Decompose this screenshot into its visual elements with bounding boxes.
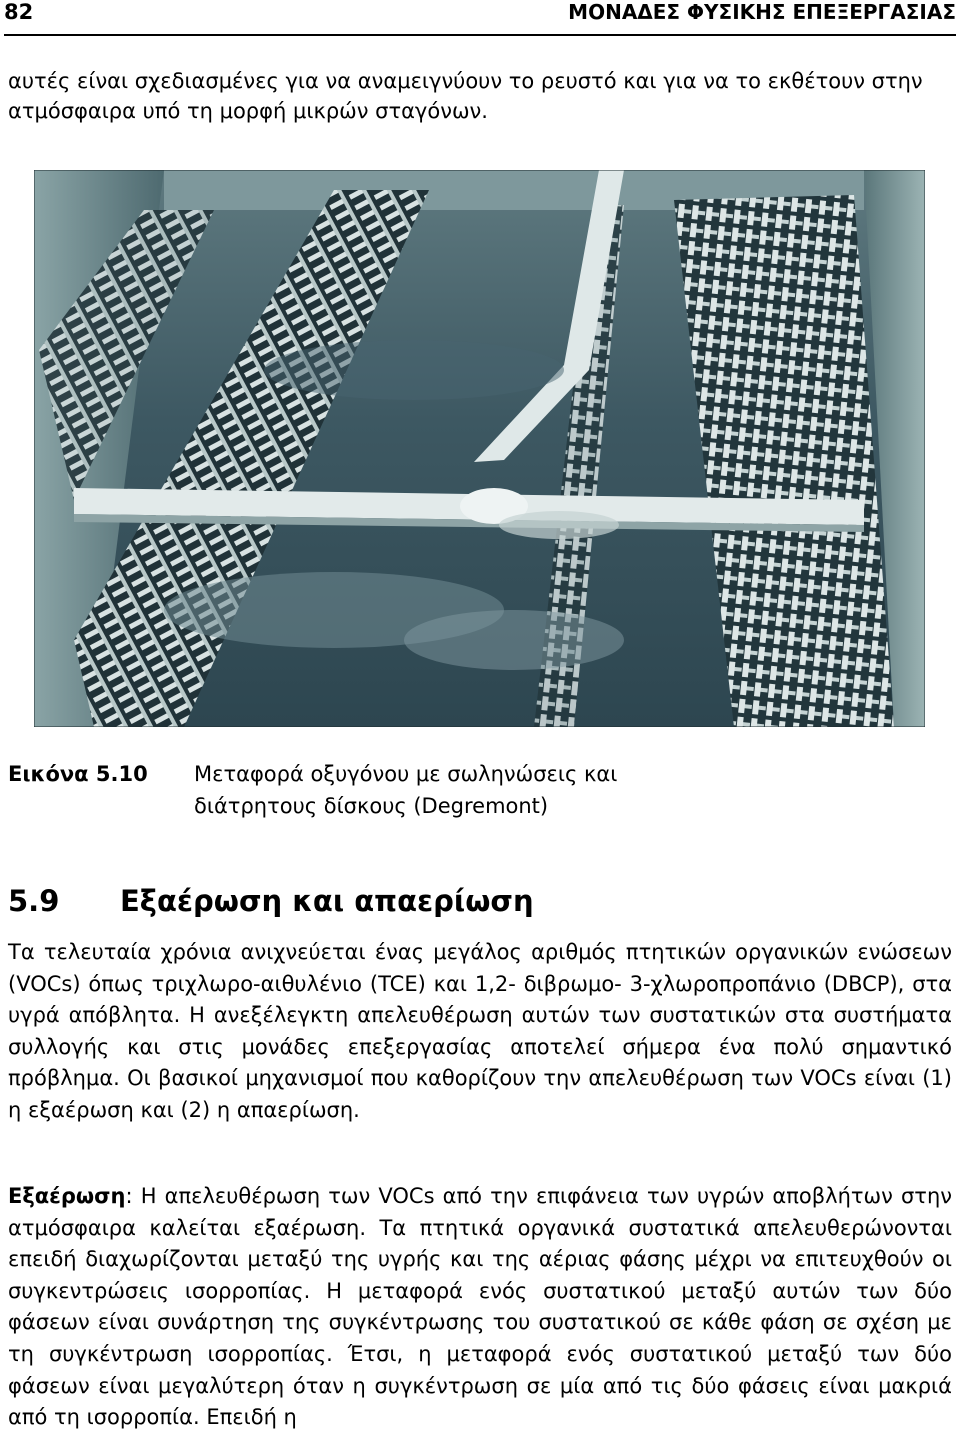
figure-caption-text: Μεταφορά οξυγόνου με σωληνώσεις και διάτρητους δίσκους (Degremont) <box>194 762 618 818</box>
page-header <box>4 0 956 36</box>
paragraph-volatilization <box>8 1181 952 1434</box>
aeration-basin-photo <box>34 170 925 727</box>
paragraph-volatilization-text: : Η απελευθέρωση των VOCs από την επιφάνεια των υγρών αποβλήτων στην ατμόσφαιρα καλείται εξαέρωση. Τα πτητικά οργανικά συστατικά απελευθερώνονται επειδή διαχωρίζονται μεταξύ της υγρής και της αέριας φάσης μέχρι να επιτευχθούν οι συγκεντρώσεις ισορροπίας. Η μεταφορά ενός συστατικού μεταξύ αυτών των δύο φάσεων είναι συνάρτηση της συγκέντρωσης του συστατικού σε κάθε φάση σε σχέση με τη συγκέντρωση ισορροπίας. Έτσι, η μεταφορά ενός συστατικού μεταξύ των δύο φάσεων είναι μεγαλύτερη όταν η συγκέντρωση σε μία από τις δύο φάσεις είναι μακριά από τη ισορροπία. Επειδή η <box>8 1184 952 1430</box>
term-volatilization: Εξαέρωση <box>8 1184 126 1208</box>
running-title: ΜΟΝΑΔΕΣ ΦΥΣΙΚΗΣ ΕΠΕΞΕΡΓΑΣΙΑΣ <box>568 0 956 24</box>
section-heading <box>8 881 952 921</box>
page-number: 82 <box>4 0 34 24</box>
intro-paragraph: αυτές είναι σχεδιασμένες για να αναμειγνύουν το ρευστό και για να το εκθέτουν στην ατμόσφαιρα υπό τη μορφή μικρών σταγόνων. <box>8 69 923 123</box>
figure-label: Εικόνα 5.10 <box>8 762 148 786</box>
paragraph-vocs-intro: Τα τελευταία χρόνια ανιχνεύεται ένας μεγάλος αριθμός πτητικών οργανικών ενώσεων (VOCs) όπως τριχλωρο-αιθυλένιο (TCE) και 1,2- διβρωμο- 3-χλωροπροπάνιο (DBCP), στα υγρά απόβλητα. Η ανεξέλεγκτη απελευθέρωση αυτών των συστατικών στα συστήματα συλλογής και στις μονάδες επεξεργασίας αποτελεί σήμερα ένα πολύ σημαντικό πρόβλημα. Οι βασικοί μηχανισμοί που καθορίζουν την απελευθέρωση των VOCs είναι (1) η εξαέρωση και (2) η απαερίωση. <box>8 940 952 1122</box>
section-number: 5.9 <box>8 884 60 918</box>
section-title: Εξαέρωση και απαερίωση <box>120 884 534 918</box>
figure-photo <box>34 170 925 727</box>
